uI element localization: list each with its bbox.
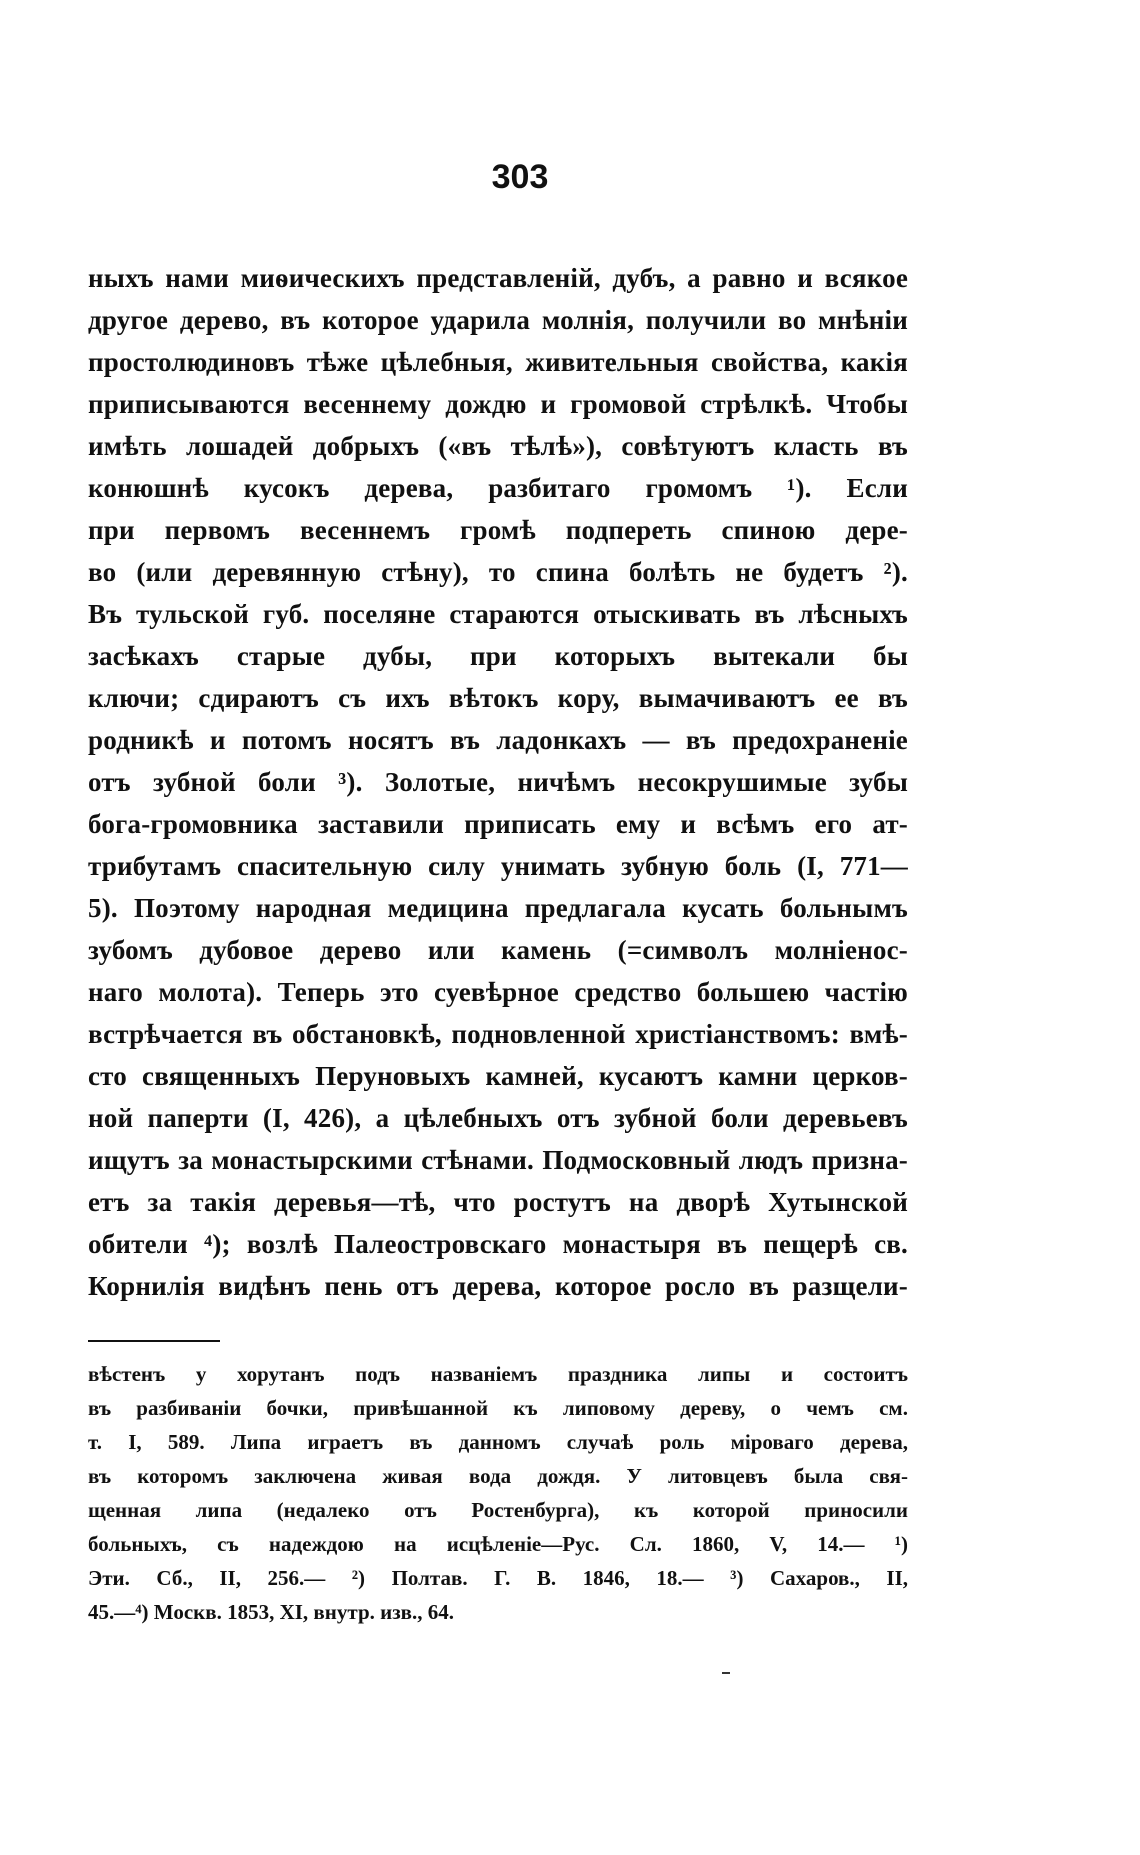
footnote-line: т. I, 589. Липа играетъ въ данномъ случаѣ роль міроваго дерева,	[88, 1430, 908, 1454]
text-line: сто священныхъ Перуновыхъ камней, кусаютъ камни церков-	[88, 1061, 908, 1091]
text-line: зубомъ дубовое дерево или камень (=символъ молніенос-	[88, 935, 908, 965]
footnote-line: 45.—⁴) Москв. 1853, XI, внутр. изв., 64.	[88, 1600, 455, 1624]
text-line: приписываются весеннему дождю и громовой стрѣлкѣ. Чтобы	[88, 389, 908, 419]
text-line: трибутамъ спасительную силу унимать зубную боль (I, 771—	[88, 851, 908, 881]
text-line: 5). Поэтому народная медицина предлагала кусать больнымъ	[88, 893, 908, 923]
text-line: встрѣчается въ обстановкѣ, подновленной христіанствомъ: вмѣ-	[88, 1019, 908, 1049]
text-line: во (или деревянную стѣну), то спина болѣть не будетъ ²).	[88, 557, 908, 587]
text-line: конюшнѣ кусокъ дерева, разбитаго громомъ ¹). Если	[88, 473, 908, 503]
text-line: родникѣ и потомъ носятъ въ ладонкахъ — въ предохраненіе	[88, 725, 908, 755]
footnote-line: въ разбиваніи бочки, привѣшанной къ липовому дереву, о чемъ см.	[88, 1396, 908, 1420]
footnote-line: щенная липа (недалеко отъ Ростенбурга), къ которой приносили	[88, 1498, 908, 1522]
text-line: при первомъ весеннемъ громѣ подпереть спиною дере-	[88, 515, 908, 545]
footnote-rule	[88, 1340, 220, 1342]
text-line: бога-громовника заставили приписать ему и всѣмъ его ат-	[88, 809, 908, 839]
text-line: другое дерево, въ которое ударила молнія, получили во мнѣніи	[88, 305, 908, 335]
text-line: ищутъ за монастырскими стѣнами. Подмосковный людъ призна-	[88, 1145, 908, 1175]
text-line: ныхъ нами миѳическихъ представленій, дубъ, а равно и всякое	[88, 263, 908, 293]
footnote-line: больныхъ, съ надеждою на исцѣленіе—Рус. Сл. 1860, V, 14.— ¹)	[88, 1532, 908, 1556]
text-line: обители ⁴); возлѣ Палеостровскаго монастыря въ пещерѣ св.	[88, 1229, 908, 1259]
text-line: етъ за такія деревья—тѣ, что ростутъ на дворѣ Хутынской	[88, 1187, 908, 1217]
page-number: 303	[491, 158, 549, 196]
text-line: засѣкахъ старые дубы, при которыхъ вытекали бы	[88, 641, 908, 671]
text-line: ключи; сдираютъ съ ихъ вѣтокъ кору, вымачиваютъ ее въ	[88, 683, 908, 713]
text-line: ной паперти (I, 426), а цѣлебныхъ отъ зубной боли деревьевъ	[88, 1103, 908, 1133]
text-line: Корнилія видѣнъ пень отъ дерева, которое росло въ разщели-	[88, 1271, 908, 1301]
text-line: наго молота). Теперь это суевѣрное средство большею частію	[88, 977, 908, 1007]
footnote-line: въ которомъ заключена живая вода дождя. У литовцевъ была свя-	[88, 1464, 908, 1488]
text-line: простолюдиновъ тѣже цѣлебныя, живительныя свойства, какія	[88, 347, 908, 377]
footnote-line: Эти. Сб., II, 256.— ²) Полтав. Г. В. 1846, 18.— ³) Сахаров., II,	[88, 1566, 908, 1590]
print-mark	[722, 1672, 730, 1674]
text-line: имѣть лошадей добрыхъ («въ тѣлѣ»), совѣтуютъ класть въ	[88, 431, 908, 461]
text-line: отъ зубной боли ³). Золотые, ничѣмъ несокрушимые зубы	[88, 767, 908, 797]
footnote-line: вѣстенъ у хорутанъ подъ названіемъ праздника липы и состоитъ	[88, 1362, 908, 1386]
text-line: Въ тульской губ. поселяне стараются отыскивать въ лѣсныхъ	[88, 599, 908, 629]
